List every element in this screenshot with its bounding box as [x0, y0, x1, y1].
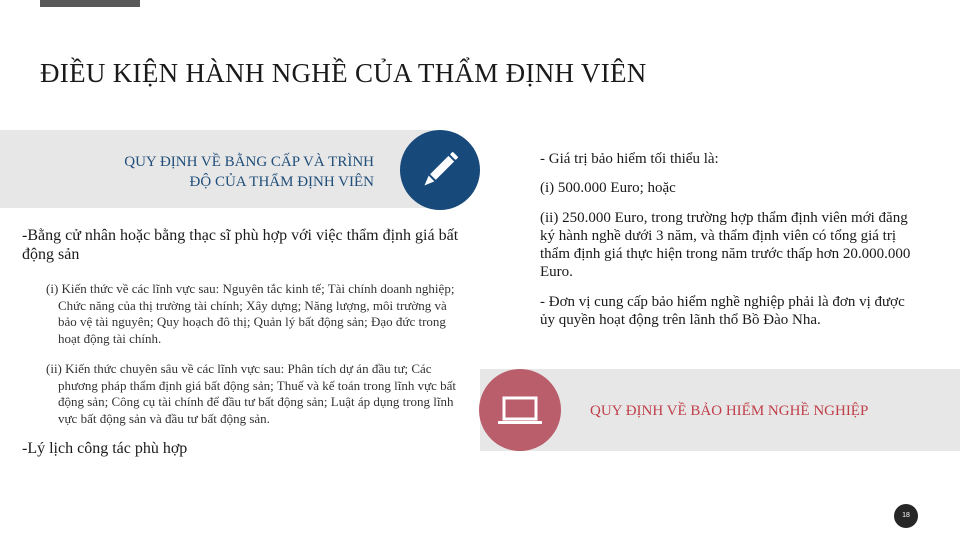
page-number: 18 [894, 504, 918, 528]
work-history-requirement: -Lý lịch công tác phù hợp [22, 440, 188, 457]
degree-requirement: -Bằng cử nhân hoặc bằng thạc sĩ phù hợp với việc thẩm định giá bất động sản [22, 227, 459, 263]
top-accent-bar [40, 0, 140, 7]
left-body [22, 226, 462, 458]
laptop-icon [495, 386, 545, 434]
right-body [540, 150, 920, 329]
pencil-icon-circle [400, 130, 480, 210]
pencil-icon [416, 146, 464, 194]
laptop-icon-circle [479, 369, 561, 451]
slide-title: ĐIỀU KIỆN HÀNH NGHỀ CỦA THẨM ĐỊNH VIÊN [40, 58, 647, 88]
general-knowledge: (i) Kiến thức về các lĩnh vực sau: Nguyên tắc kinh tế; Tài chính doanh nghiệp; Chức năng của thị trường tài chính; Xây dựng; Năng lượng, môi trường và bảo vệ tài nguyên; Quy hoạch đô thị; Quản lý bất động sản; Đạo đức trong hoạt động tài chính. [46, 281, 455, 346]
left-section-header [0, 152, 374, 192]
right-section-header: QUY ĐỊNH VỀ BẢO HIỂM NGHỀ NGHIỆP [590, 403, 869, 419]
insurance-option-2: (ii) 250.000 Euro, trong trường hợp thẩm định viên mới đăng ký hành nghề dưới 3 năm, và thẩm định viên có tổng giá trị thẩm định giá thực hiện trong năm trước thấp hơn 20.000.000 Euro. [540, 210, 911, 280]
specialized-knowledge: (ii) Kiến thức chuyên sâu về các lĩnh vực sau: Phân tích dự án đầu tư; Các phương pháp thẩm định giá bất động sản; Thuế và kế toán trong lĩnh vực bất động sản; Công cụ tài chính để đầu tư bất động sản; Luật áp dụng trong lĩnh vực bất động sản và đầu tư bất động sản. [46, 361, 457, 426]
left-header-line-1: QUY ĐỊNH VỀ BẰNG CẤP VÀ TRÌNH [124, 154, 374, 170]
left-header-line-2: ĐỘ CỦA THẨM ĐỊNH VIÊN [189, 174, 374, 190]
insurance-option-1: (i) 500.000 Euro; hoặc [540, 180, 676, 196]
min-insurance-label: - Giá trị bảo hiểm tối thiểu là: [540, 151, 719, 167]
insurance-provider: - Đơn vị cung cấp bảo hiểm nghề nghiệp phải là đơn vị được ủy quyền hoạt động trên lãnh thổ Bồ Đào Nha. [540, 294, 905, 328]
